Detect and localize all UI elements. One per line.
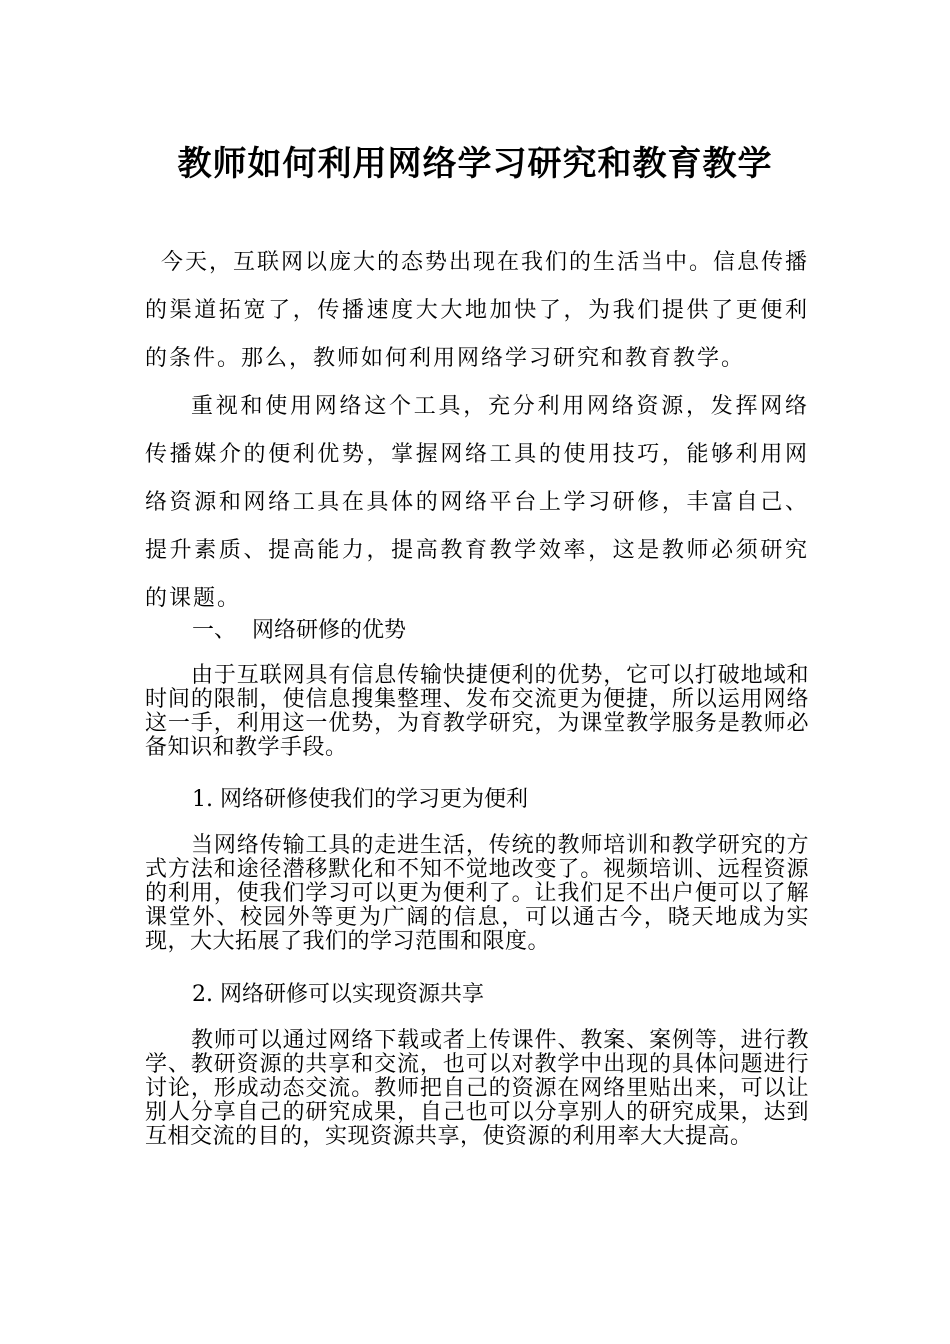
section-1-heading bbox=[192, 616, 406, 646]
section-1-title: 网络研修的优势 bbox=[252, 618, 407, 643]
intro-paragraph-1: 今天，互联网以庞大的态势出现在我们的生活当中。信息传播的渠道拓宽了，传播速度大大地加快了，为我们提供了更便利的条件。那么，教师如何利用网络学习研究和教育教学。 bbox=[145, 250, 810, 371]
intro-paragraph-2: 重视和使用网络这个工具，充分利用网络资源，发挥网络传播媒介的便利优势，掌握网络工具的使用技巧，能够利用网络资源和网络工具在具体的网络平台上学习研修，丰富自己、提升素质、提高能力，提高教育教学效率，这是教师必须研究的课题。 bbox=[145, 394, 809, 611]
section-1-body: 由于互联网具有信息传输快捷便利的优势，它可以打破地域和时间的限制，使信息搜集整理、发布交流更为便捷，所以运用网络这一手，利用这一优势，为育教学研究，为课堂教学服务是教师必备知识和教学手段。 bbox=[145, 663, 809, 760]
section-1-number: 一、 bbox=[192, 618, 237, 643]
subsection-2-body: 教师可以通过网络下载或者上传课件、教案、案例等，进行教学、教研资源的共享和交流，也可以对教学中出现的具体问题进行讨论，形成动态交流。教师把自己的资源在网络里贴出来，可以让别人分享自己的研究成果，自己也可以分享别人的研究成果，达到互相交流的目的，实现资源共享，使资源的利用率大大提高。 bbox=[145, 1028, 809, 1149]
subsection-1-heading: 1. 网络研修使我们的学习更为便利 bbox=[192, 787, 528, 812]
subsection-1-body: 当网络传输工具的走进生活，传统的教师培训和教学研究的方式方法和途径潜移默化和不知不觉地改变了。视频培训、远程资源的利用，使我们学习可以更为便利了。让我们足不出户便可以了解课堂外、校园外等更为广阔的信息，可以通古今，晓天地成为实现，大大拓展了我们的学习范围和限度。 bbox=[145, 833, 809, 954]
subsection-2-heading: 2. 网络研修可以实现资源共享 bbox=[192, 982, 484, 1007]
document-title: 教师如何利用网络学习研究和教育教学 bbox=[177, 144, 773, 184]
